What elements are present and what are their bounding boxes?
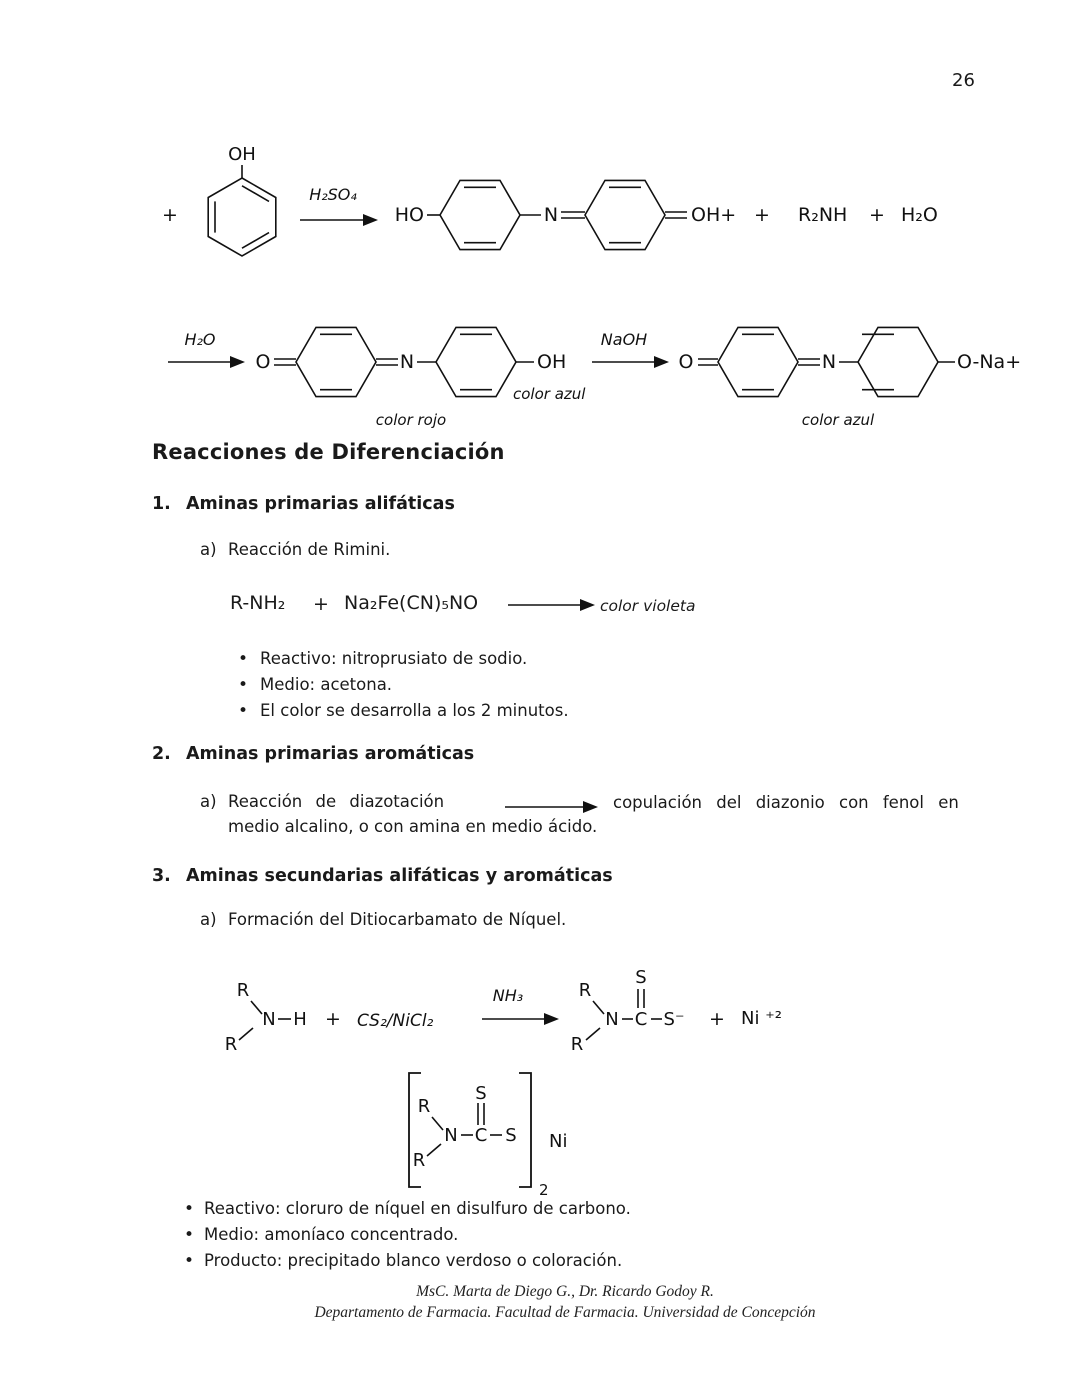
section-number: 1. (152, 494, 171, 514)
atom-label-s-top: S (475, 1083, 487, 1104)
color-annotation-blue: color azul (513, 385, 586, 403)
footer-department: Departamento de Farmacia. Facultad de Farmacia. Universidad de Concepción (314, 1304, 816, 1321)
section-number: 3. (152, 866, 171, 886)
atom-label-oh: OH (537, 351, 567, 373)
rimini-reactant-1: R-NH₂ (230, 592, 286, 614)
atom-label-n: N (821, 351, 837, 373)
section-title-text: Aminas secundarias alifáticas y aromáticas (186, 866, 613, 886)
substituent-r-bottom: R (412, 1150, 426, 1171)
atom-label-ho: HO (394, 204, 424, 226)
section-2-line-2: medio alcalino, o con amina en medio ácido. (228, 817, 598, 836)
plus-sign: + (869, 204, 885, 226)
atom-label-c: C (474, 1125, 488, 1146)
section-1-title (152, 494, 455, 514)
page-number: 26 (952, 70, 975, 91)
substituent-r-top: R (236, 980, 250, 1001)
quinoid-ring (718, 327, 798, 396)
atom-label-oh: OH (228, 144, 256, 165)
formula-water: H₂O (901, 204, 938, 226)
atom-label-s-top: S (635, 967, 647, 988)
item-label: a) (200, 792, 217, 811)
item-label: a) (200, 540, 217, 559)
atom-label-n: N (543, 204, 559, 226)
rimini-reactant-2: Na₂Fe(CN)₅NO (344, 592, 479, 614)
list-item: • Reactivo: cloruro de níquel en disulfuro de carbono. (184, 1196, 631, 1222)
substituent-r-bottom: R (570, 1034, 584, 1055)
list-item: • El color se desarrolla a los 2 minutos. (232, 698, 569, 724)
atom-label-oh-plus: OH+ (691, 204, 737, 226)
arrow-reagent-label: H₂SO₄ (309, 185, 357, 204)
section-title-text: Aminas primarias aromáticas (186, 744, 475, 764)
arrow-reagent-label: NaOH (600, 330, 648, 349)
atom-label-s: S (505, 1125, 517, 1146)
atom-label-n: N (444, 1125, 458, 1146)
section-3-bullet-list (184, 1196, 631, 1274)
item-label: a) (200, 910, 217, 929)
reagent-label: CS₂/NiCl₂ (357, 1011, 434, 1031)
item-text: Reacción de Rimini. (228, 540, 391, 559)
plus-sign: + (754, 204, 770, 226)
atom-label-s-anion: S⁻ (663, 1009, 685, 1030)
plus-sign: + (709, 1008, 725, 1030)
section-1-bullet-list (232, 646, 569, 724)
page-heading: Reacciones de Diferenciación (152, 440, 505, 464)
scheme1-arrowheads (363, 214, 378, 226)
stoichiometry-subscript: 2 (539, 1181, 549, 1199)
section-1-item-a (200, 540, 390, 559)
reaction-scheme-1 (0, 120, 1080, 310)
plus-sign: + (313, 593, 329, 615)
section-3-title (152, 866, 613, 886)
benzene-ring (436, 327, 516, 396)
substituent-r-top: R (578, 980, 592, 1001)
complex-bonds (427, 1103, 502, 1156)
atom-label-c: C (634, 1009, 648, 1030)
list-item: • Producto: precipitado blanco verdoso o coloración. (184, 1248, 631, 1274)
atom-label-n: N (262, 1009, 276, 1030)
atom-label-o: O (678, 351, 694, 373)
section-3-item-a (200, 910, 566, 929)
rimini-arrow (505, 596, 600, 614)
nickel-complex-structure (0, 1065, 1080, 1210)
section-2-continuation: copulación del diazonio con fenol en (613, 793, 959, 812)
substituent-r-top: R (417, 1096, 431, 1117)
plus-sign: + (325, 1008, 341, 1030)
atom-label-o: O (255, 351, 271, 373)
formula-amine: R₂NH (798, 204, 848, 226)
benzene-ring (440, 180, 520, 249)
phenol-ring (208, 178, 276, 256)
section-title-text: Aminas primarias alifáticas (186, 494, 455, 514)
atom-label-n: N (605, 1009, 619, 1030)
item-text: Reacción de diazotación (228, 792, 445, 811)
section-2-title (152, 744, 474, 764)
plus-sign: + (162, 204, 178, 226)
atom-label-h: H (293, 1009, 307, 1030)
reaction-scheme-2 (0, 315, 1080, 440)
item-text: Formación del Ditiocarbamato de Níquel. (228, 910, 567, 929)
arrow-reagent-label: NH₃ (492, 986, 524, 1005)
section-2-item-a (200, 792, 444, 811)
arrow-reagent-label: H₂O (184, 330, 216, 349)
list-item: • Medio: acetona. (232, 672, 569, 698)
list-item: • Reactivo: nitroprusiato de sodio. (232, 646, 569, 672)
substituent-r-bottom: R (224, 1034, 238, 1055)
reaction3-arrowheads (544, 1013, 559, 1025)
atom-label-o-na: O-Na+ (957, 351, 1022, 373)
diazotation-arrow (502, 799, 602, 815)
color-annotation-blue: color azul (801, 411, 875, 429)
section-number: 2. (152, 744, 171, 764)
atom-label-n: N (399, 351, 415, 373)
scheme1-bonds (208, 165, 687, 256)
nickel-label: Ni (549, 1131, 568, 1152)
nickel-ion-label: Ni ⁺² (741, 1008, 782, 1029)
color-annotation-red: color rojo (375, 411, 447, 429)
rimini-product-label: color violeta (600, 597, 696, 615)
quinoid-ring (585, 180, 665, 249)
footer-authors: MsC. Marta de Diego G., Dr. Ricardo Godoy R. (416, 1283, 714, 1300)
benzene-ring (858, 327, 938, 396)
list-item: • Medio: amoníaco concentrado. (184, 1222, 631, 1248)
quinoid-ring (296, 327, 376, 396)
